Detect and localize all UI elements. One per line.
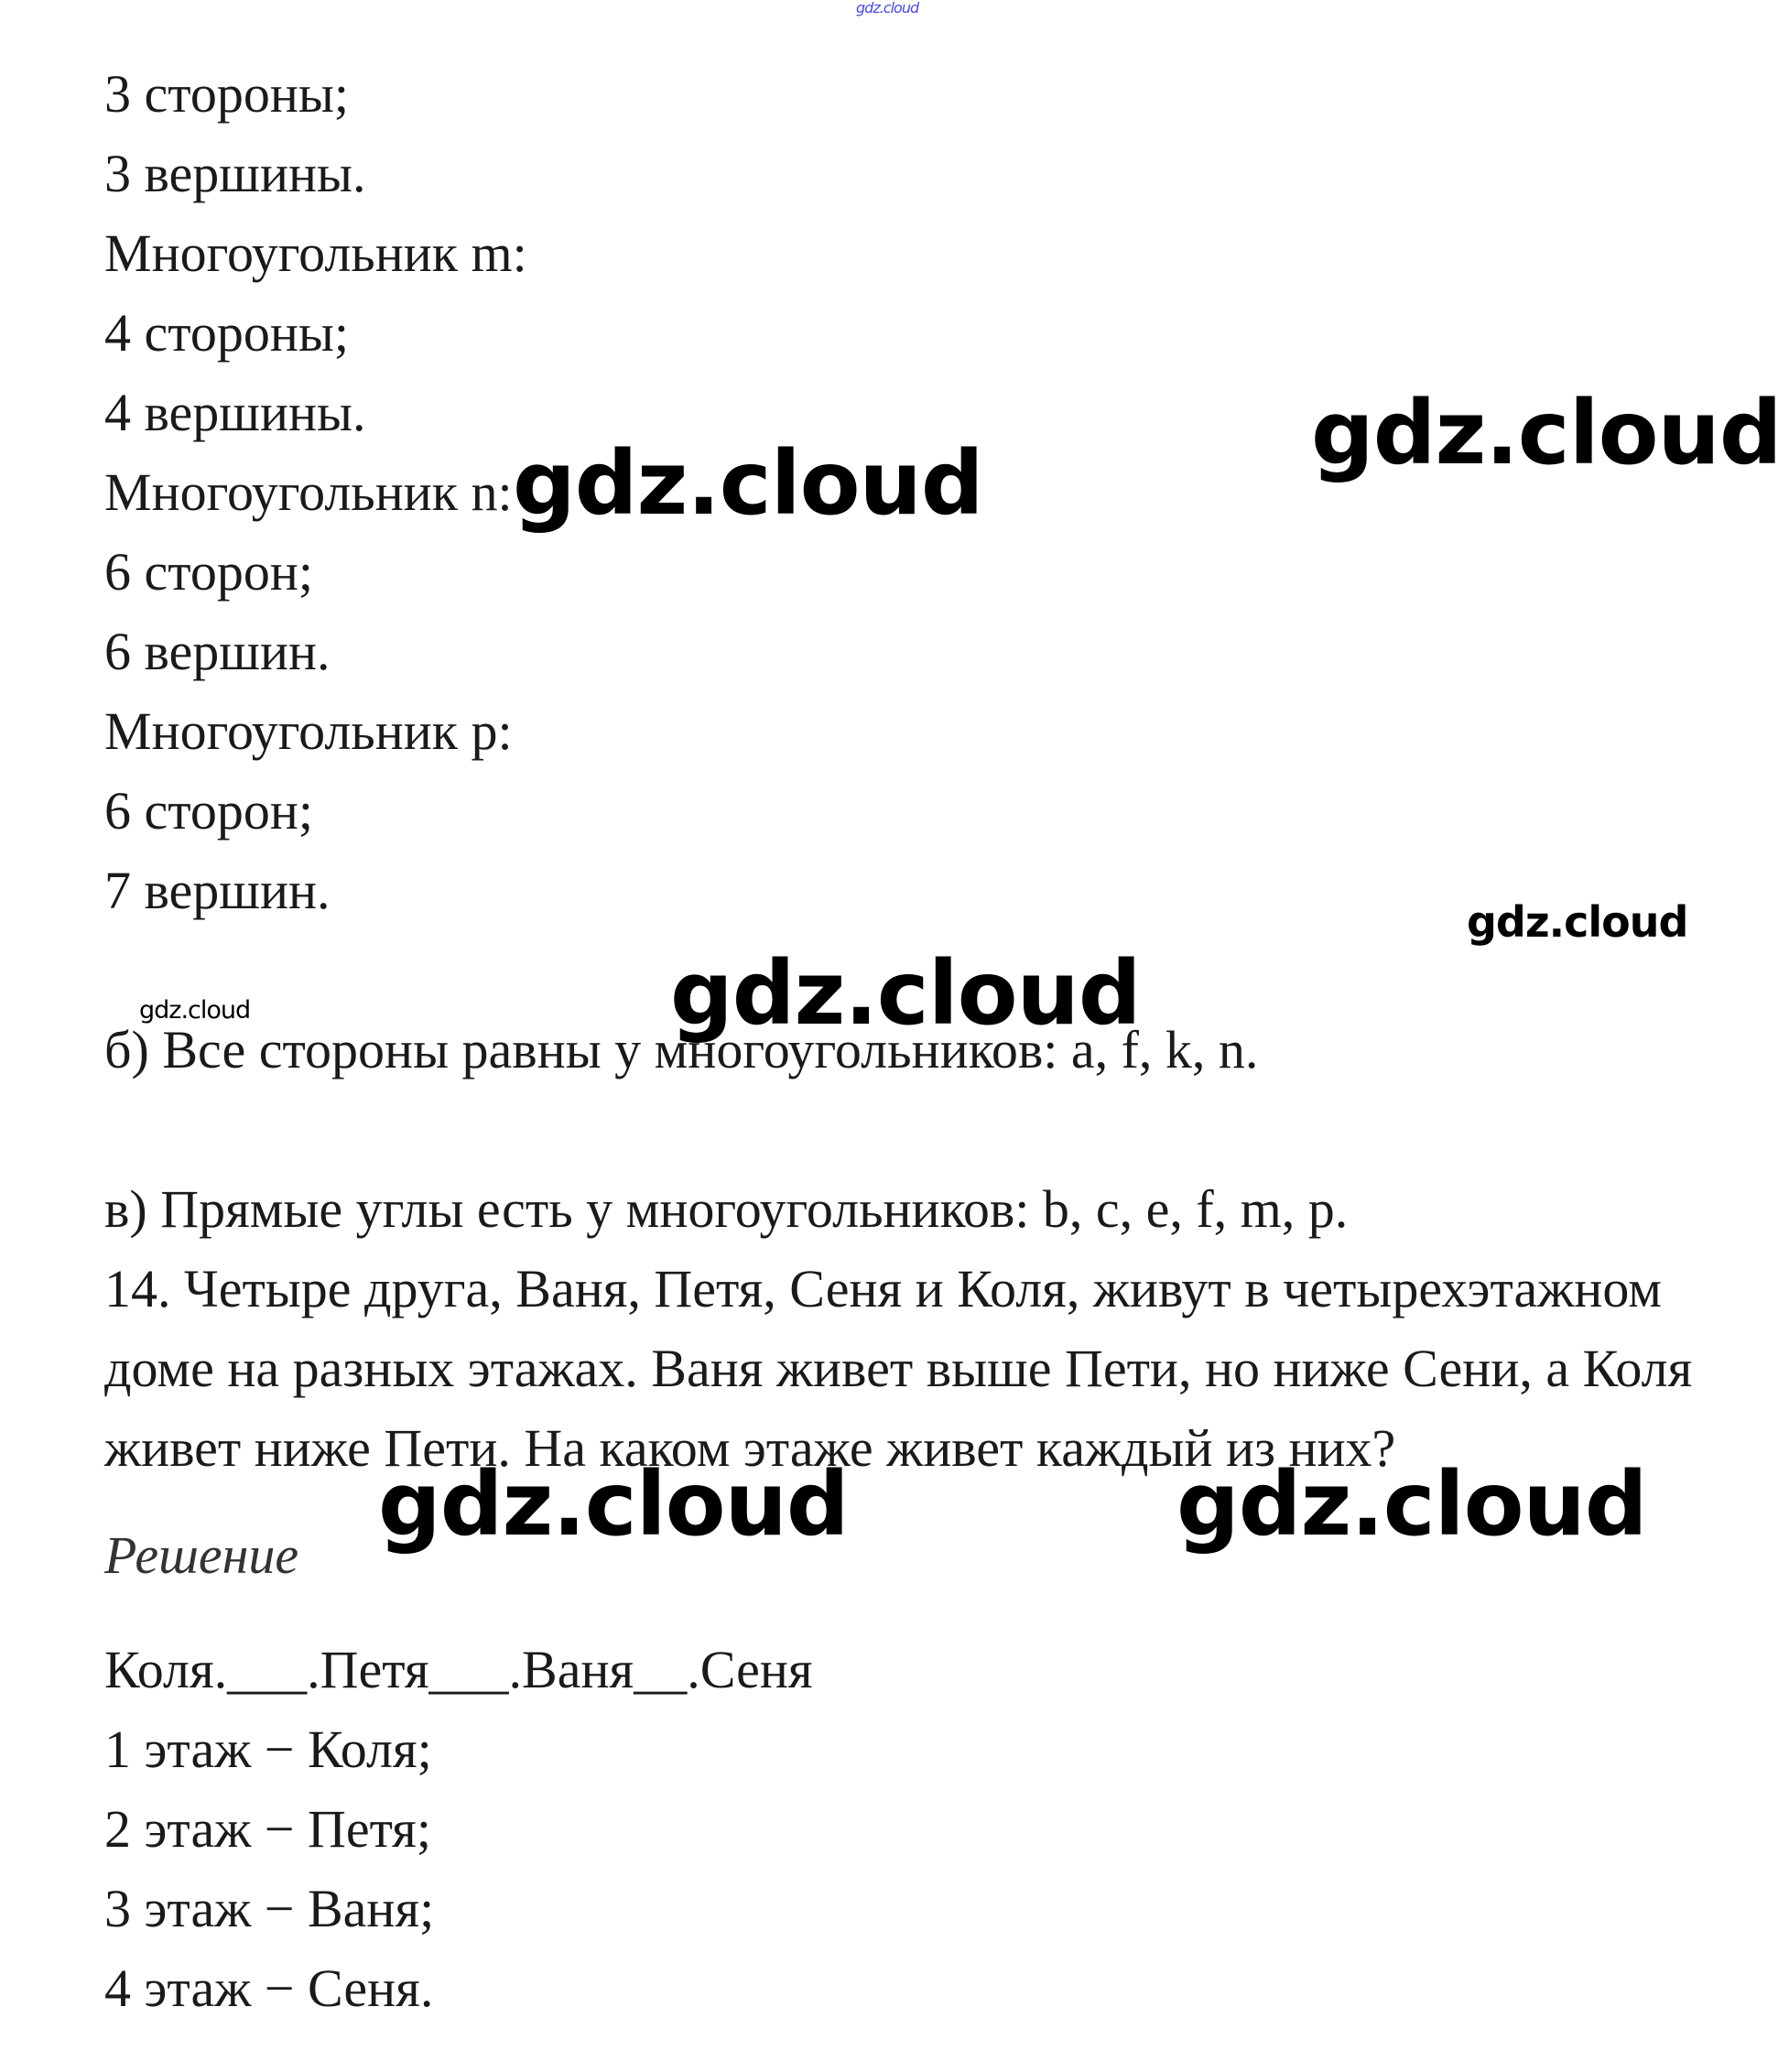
task-14-line-2: доме на разных этажах. Ваня живет выше Пети, но ниже Сени, а Коля xyxy=(104,1339,1693,1398)
task-14-line-3: живет ниже Пети. На каком этаже живет каждый из них? xyxy=(104,1418,1396,1478)
text-line-8: 6 вершин. xyxy=(104,622,331,681)
floor-1: 1 этаж − Коля; xyxy=(104,1719,432,1779)
text-line-7: 6 сторон; xyxy=(104,542,313,602)
answer-b: б) Все стороны равны у многоугольников: a, f, k, n. xyxy=(104,1020,1259,1079)
watermark-6: gdz.cloud xyxy=(378,1453,849,1556)
text-line-6: Многоугольник n: xyxy=(104,462,513,522)
watermark-3: gdz.cloud xyxy=(1467,897,1688,947)
order-line: Коля.___.Петя___.Ваня__.Сеня xyxy=(104,1640,813,1699)
watermark-5: gdz.cloud xyxy=(139,996,251,1025)
floor-3: 3 этаж − Ваня; xyxy=(104,1879,435,1938)
text-line-1: 3 стороны; xyxy=(104,64,349,124)
watermark-2: gdz.cloud xyxy=(513,432,983,535)
text-line-9: Многоугольник p: xyxy=(104,701,513,761)
answer-v: в) Прямые углы есть у многоугольников: b, c, e, f, m, p. xyxy=(104,1179,1349,1239)
watermark-1: gdz.cloud xyxy=(1311,382,1782,484)
watermark-top: gdz.cloud xyxy=(856,0,919,16)
text-line-2: 3 вершины. xyxy=(104,144,366,203)
solution-heading: Решение xyxy=(104,1525,299,1585)
text-line-10: 6 сторон; xyxy=(104,781,313,841)
watermark-4: gdz.cloud xyxy=(670,942,1141,1045)
task-14-line-1: 14. Четыре друга, Ваня, Петя, Сеня и Коля, живут в четырехэтажном xyxy=(104,1259,1662,1318)
text-line-11: 7 вершин. xyxy=(104,861,331,920)
floor-2: 2 этаж − Петя; xyxy=(104,1799,431,1859)
watermark-7: gdz.cloud xyxy=(1176,1453,1647,1556)
text-line-3: Многоугольник m: xyxy=(104,223,527,283)
text-line-5: 4 вершины. xyxy=(104,383,366,442)
floor-4: 4 этаж − Сеня. xyxy=(104,1958,434,2018)
text-line-4: 4 стороны; xyxy=(104,303,349,363)
